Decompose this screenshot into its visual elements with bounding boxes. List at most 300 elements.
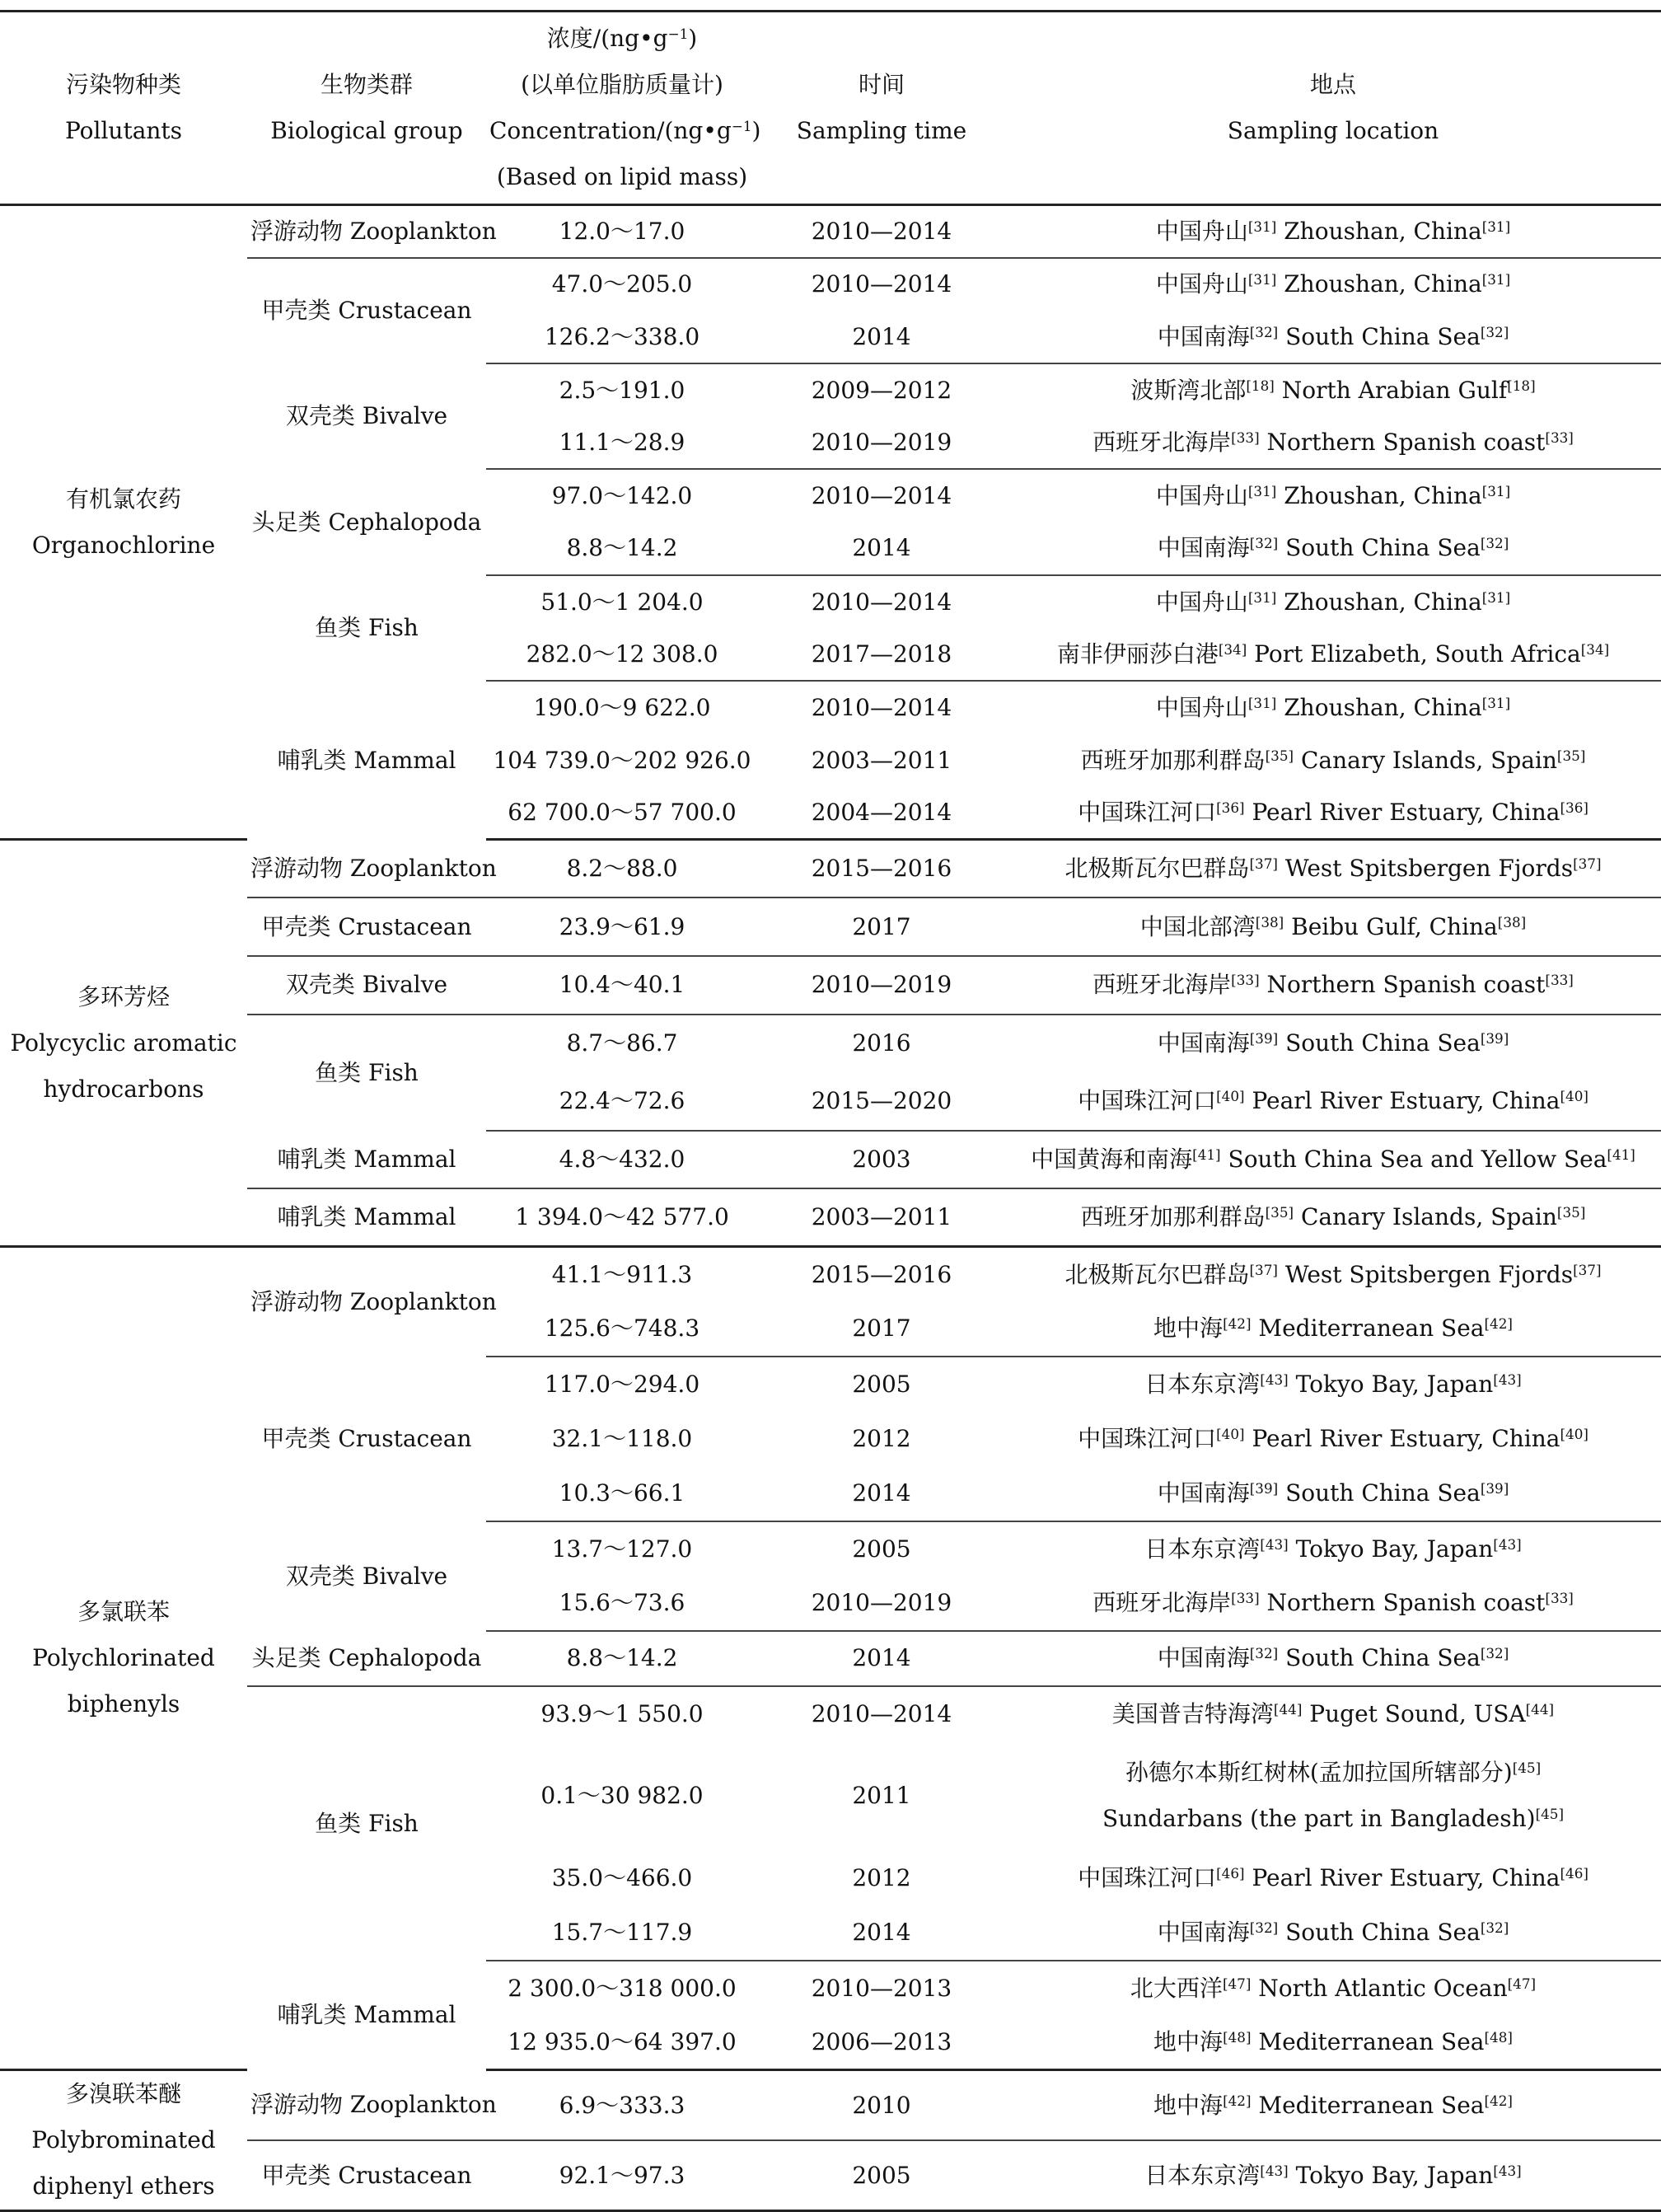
ref-mark: [43] — [1260, 2162, 1289, 2179]
ref-mark: [44] — [1525, 1700, 1555, 1718]
time-cell: 2009—2012 — [811, 376, 952, 404]
time-cell: 2003 — [758, 1131, 1005, 1189]
ref-mark: [39] — [1249, 1030, 1279, 1047]
location-en: Tokyo Bay, Japan — [1288, 1535, 1494, 1563]
location-cell — [1005, 628, 1661, 681]
pollutant-cell — [0, 2070, 247, 2211]
time-cell: 2010 — [758, 2070, 1005, 2141]
location-cell — [1005, 733, 1661, 786]
time-cell: 2005 — [852, 1535, 911, 1563]
location-en: South China Sea — [1278, 322, 1481, 350]
location-en: South China Sea — [1278, 1479, 1481, 1507]
header-conc-line1: 浓度$/(ng•g^{-1})$ — [546, 25, 698, 52]
location-cn: 中国南海 — [1157, 534, 1250, 562]
location-cn: 中国珠江河口 — [1078, 799, 1217, 826]
ref-mark: [42] — [1223, 1315, 1252, 1333]
table-row — [0, 363, 1661, 416]
ref-mark: [34] — [1218, 640, 1247, 658]
ref-mark: [18] — [1507, 377, 1536, 394]
ref-mark: [42] — [1484, 2092, 1513, 2109]
header-conc-line3: Concentration/$(ng•g^{-1})$ — [489, 117, 761, 144]
concentration-cell: 93.9～1 550.0 — [540, 1699, 704, 1727]
ref-mark: [33] — [1545, 1590, 1574, 1607]
table-row — [0, 469, 1661, 522]
pollutant-name-en: Organochlorine — [31, 531, 216, 559]
location-en: Mediterranean Sea — [1251, 2091, 1485, 2119]
table-row — [0, 1188, 1661, 1247]
location-en: South China Sea — [1278, 1644, 1481, 1672]
concentration-cell: 104 739.0～202 926.0 — [493, 746, 751, 774]
group-cell: 甲壳类 Crustacean — [247, 2140, 486, 2211]
location-cn: 北极斯瓦尔巴群岛 — [1064, 1261, 1250, 1289]
pollutant-name-en: Polychlorinated — [32, 1644, 215, 1672]
location-en: Canary Islands, Spain — [1294, 746, 1557, 774]
concentration-cell: 10.3～66.1 — [486, 1466, 758, 1521]
concentration-cell: 1 394.0～42 577.0 — [486, 1188, 758, 1247]
concentration-cell: 6.9～333.3 — [486, 2070, 758, 2141]
group-cell: 双壳类 Bivalve — [247, 956, 486, 1015]
pollutant-name-cn: 多环芳烃 — [77, 982, 170, 1010]
location-cn: 孙德尔本斯红树林(孟加拉国所辖部分) — [1125, 1758, 1513, 1786]
ref-mark: [31] — [1481, 218, 1511, 235]
time-cell: 2006—2013 — [758, 2015, 1005, 2070]
ref-mark: [32] — [1249, 1645, 1279, 1662]
location-cn: 西班牙北海岸 — [1093, 428, 1232, 456]
location-cn: 西班牙加那利群岛 — [1080, 746, 1266, 774]
location-en: South China Sea — [1278, 534, 1481, 562]
location-cell — [1005, 1686, 1661, 1741]
group-cell: 鱼类 Fish — [315, 1058, 419, 1086]
group-cell: 双壳类 Bivalve — [285, 1562, 448, 1590]
concentration-cell: 125.6～748.3 — [486, 1302, 758, 1357]
table-row — [0, 1015, 1661, 1073]
header-time — [758, 12, 1005, 205]
pollutant-cell — [0, 1247, 247, 2070]
concentration-cell: 32.1～118.0 — [551, 1425, 693, 1453]
concentration-cell: 190.0～9 622.0 — [533, 693, 711, 721]
time-cell: 2005 — [758, 2140, 1005, 2211]
location-cell — [1005, 1072, 1661, 1131]
ref-mark: [37] — [1249, 1261, 1278, 1278]
concentration-cell: 47.0～205.0 — [551, 270, 693, 298]
location-en: South China Sea and Yellow Sea — [1220, 1146, 1607, 1174]
location-cell — [1005, 1015, 1661, 1073]
location-cn: 地中海 — [1153, 2091, 1224, 2119]
location-cell — [1005, 1188, 1661, 1247]
ref-mark: [42] — [1223, 2092, 1252, 2109]
location-cn: 地中海 — [1153, 2027, 1224, 2055]
location-cn: 日本东京湾 — [1144, 1535, 1261, 1563]
group-cell: 浮游动物 Zooplankton — [247, 840, 486, 898]
ref-mark: [33] — [1545, 972, 1574, 989]
location-cn: 日本东京湾 — [1144, 1370, 1261, 1398]
ref-mark: [47] — [1507, 1975, 1537, 1992]
ref-mark: [32] — [1480, 1919, 1509, 1936]
location-cn: 中国南海 — [1157, 1479, 1250, 1507]
location-cell — [1005, 1631, 1661, 1686]
concentration-cell: 35.0～466.0 — [551, 1863, 693, 1891]
ref-mark: [38] — [1497, 913, 1527, 930]
location-en: Port Elizabeth, South Africa — [1247, 640, 1581, 668]
location-en: North Atlantic Ocean — [1251, 1974, 1508, 2002]
group-cell: 鱼类 Fish — [315, 614, 419, 642]
group-cell: 浮游动物 Zooplankton — [250, 1288, 497, 1316]
ref-mark: [33] — [1231, 429, 1260, 446]
ref-mark: [43] — [1260, 1535, 1289, 1553]
ref-mark: [31] — [1247, 588, 1277, 606]
table-row — [0, 258, 1661, 311]
location-cell — [1005, 840, 1661, 898]
ref-mark: [46] — [1560, 1864, 1588, 1882]
location-cn: 中国南海 — [1157, 1029, 1250, 1057]
ref-mark: [31] — [1247, 218, 1277, 235]
concentration-cell: 51.0～1 204.0 — [540, 588, 704, 616]
ref-mark: [43] — [1493, 1371, 1522, 1388]
table-row — [0, 1686, 1661, 1741]
location-en: West Spitsbergen Fjords — [1277, 1261, 1574, 1289]
pollutant-name-en: hydrocarbons — [43, 1075, 204, 1103]
location-en: Puget Sound, USA — [1302, 1699, 1526, 1727]
header-time-cn: 时间 — [858, 71, 905, 98]
concentration-cell: 22.4～72.6 — [486, 1072, 758, 1131]
pollutant-concentration-table — [0, 10, 1661, 2212]
location-cn: 西班牙北海岸 — [1093, 971, 1232, 999]
ref-mark: [39] — [1249, 1479, 1279, 1497]
location-en: South China Sea — [1278, 1029, 1481, 1057]
table-row — [0, 840, 1661, 898]
ref-mark: [18] — [1246, 377, 1275, 394]
location-cell — [1005, 1247, 1661, 1302]
concentration-cell: 41.1～911.3 — [551, 1261, 693, 1289]
concentration-cell: 126.2～338.0 — [486, 311, 758, 363]
ref-mark: [43] — [1493, 2162, 1522, 2179]
concentration-cell: 23.9～61.9 — [486, 897, 758, 956]
ref-mark: [32] — [1249, 1919, 1279, 1936]
location-cell — [1005, 523, 1661, 575]
ref-mark: [44] — [1273, 1700, 1303, 1718]
header-concentration — [486, 12, 761, 205]
time-cell: 2003—2011 — [811, 746, 952, 774]
group-cell: 鱼类 Fish — [315, 1809, 419, 1837]
time-cell: 2014 — [758, 523, 1005, 575]
ref-mark: [41] — [1607, 1146, 1635, 1163]
group-cell: 哺乳类 Mammal — [247, 1188, 486, 1247]
table-row — [0, 1631, 1661, 1686]
table-row — [0, 897, 1661, 956]
ref-mark: [37] — [1573, 1261, 1602, 1278]
concentration-cell: 12 935.0～64 397.0 — [486, 2015, 758, 2070]
group-cell: 浮游动物 Zooplankton — [247, 205, 486, 258]
pollutant-name-cn: 有机氯农药 — [65, 485, 181, 513]
location-cn: 西班牙北海岸 — [1093, 1589, 1232, 1617]
location-en: Pearl River Estuary, China — [1244, 1087, 1560, 1115]
pollutant-name-en: biphenyls — [67, 1690, 180, 1718]
header-time-en: Sampling time — [796, 117, 967, 144]
group-cell: 甲壳类 Crustacean — [261, 297, 472, 325]
location-cn: 地中海 — [1153, 1315, 1224, 1343]
time-cell: 2015—2016 — [758, 840, 1005, 898]
location-en: West Spitsbergen Fjords — [1277, 855, 1574, 883]
header-location — [1005, 12, 1661, 205]
ref-mark: [46] — [1216, 1864, 1245, 1882]
location-cell — [1005, 311, 1661, 363]
pollutant-cell — [0, 840, 247, 1247]
concentration-cell: 62 700.0～57 700.0 — [486, 787, 758, 840]
location-cn: 中国珠江河口 — [1078, 1863, 1217, 1891]
location-cell — [1005, 1905, 1661, 1961]
location-en: Northern Spanish coast — [1259, 1589, 1546, 1617]
pollutant-name-en: diphenyl ethers — [32, 2172, 215, 2200]
concentration-cell: 282.0～12 308.0 — [486, 628, 758, 681]
group-cell: 头足类 Cephalopoda — [251, 508, 482, 536]
location-en: Tokyo Bay, Japan — [1288, 2161, 1494, 2189]
table-row — [0, 1131, 1661, 1189]
time-cell: 2010—2013 — [811, 1974, 952, 2002]
ref-mark: [40] — [1560, 1087, 1588, 1104]
pollutant-name-cn: 多溴联苯醚 — [65, 2080, 181, 2108]
ref-mark: [31] — [1481, 694, 1511, 711]
location-cn: 中国舟山 — [1155, 588, 1248, 616]
header-group-cn: 生物类群 — [320, 71, 413, 98]
location-cell — [1005, 469, 1661, 522]
time-cell: 2017 — [758, 1302, 1005, 1357]
location-en: Northern Spanish coast — [1259, 971, 1546, 999]
location-cell — [1005, 681, 1661, 733]
ref-mark: [31] — [1481, 482, 1511, 499]
ref-mark: [47] — [1222, 1975, 1252, 1992]
location-en: Zhoushan, China — [1276, 270, 1482, 298]
location-cell — [1005, 363, 1661, 416]
ref-mark: [38] — [1255, 913, 1284, 930]
location-en: Canary Islands, Spain — [1294, 1203, 1557, 1231]
location-en: Mediterranean Sea — [1251, 1315, 1485, 1343]
group-cell: 甲壳类 Crustacean — [261, 1425, 472, 1453]
ref-mark: [32] — [1480, 1645, 1509, 1662]
concentration-cell: 0.1～30 982.0 — [540, 1781, 704, 1809]
location-cell — [1005, 1850, 1661, 1905]
location-cn: 中国北部湾 — [1139, 912, 1256, 940]
location-cell — [1005, 2140, 1661, 2211]
group-cell: 哺乳类 Mammal — [277, 746, 456, 774]
location-cn: 美国普吉特海湾 — [1111, 1699, 1274, 1727]
ref-mark: [31] — [1247, 482, 1277, 499]
location-cn: 西班牙加那利群岛 — [1080, 1203, 1266, 1231]
concentration-cell: 8.7～86.7 — [566, 1029, 678, 1057]
time-cell: 2014 — [758, 1466, 1005, 1521]
ref-mark: [48] — [1223, 2028, 1252, 2046]
location-cell — [1005, 1357, 1661, 1412]
location-cell — [1005, 1521, 1661, 1577]
ref-mark: [42] — [1484, 1315, 1513, 1333]
location-cell — [1005, 1131, 1661, 1189]
concentration-cell: 117.0～294.0 — [544, 1370, 700, 1398]
location-cn: 中国黄海和南海 — [1031, 1146, 1193, 1174]
ref-mark: [41] — [1192, 1146, 1221, 1163]
location-cn: 中国舟山 — [1155, 270, 1248, 298]
ref-mark: [33] — [1231, 1590, 1260, 1607]
concentration-cell: 2.5～191.0 — [559, 376, 685, 404]
ref-mark: [45] — [1535, 1805, 1565, 1822]
group-cell: 甲壳类 Crustacean — [247, 897, 486, 956]
location-cn: 中国珠江河口 — [1078, 1087, 1217, 1115]
location-cn: 中国南海 — [1157, 1918, 1250, 1946]
time-cell: 2010—2019 — [758, 1576, 1005, 1631]
header-pollutants — [0, 12, 247, 205]
header-conc-line4: (Based on lipid mass) — [496, 163, 748, 190]
header-loc-cn: 地点 — [1309, 71, 1356, 98]
concentration-cell: 97.0～142.0 — [551, 482, 693, 510]
pollutant-cell — [0, 205, 247, 840]
ref-mark: [32] — [1249, 323, 1279, 340]
table-row — [0, 575, 1661, 628]
pollutant-name-cn: 多氯联苯 — [77, 1598, 170, 1626]
time-cell: 2014 — [758, 1905, 1005, 1961]
location-cn: 中国舟山 — [1155, 693, 1248, 721]
concentration-cell: 8.2～88.0 — [486, 840, 758, 898]
location-cell — [1005, 205, 1661, 258]
ref-mark: [40] — [1216, 1425, 1245, 1442]
time-cell: 2005 — [852, 1370, 911, 1398]
location-line — [1008, 1796, 1658, 1842]
time-cell: 2010—2014 — [811, 588, 952, 616]
concentration-cell: 8.8～14.2 — [486, 1631, 758, 1686]
location-en: South China Sea — [1278, 1918, 1481, 1946]
location-cell — [1005, 416, 1661, 469]
table-row — [0, 1521, 1661, 1577]
ref-mark: [31] — [1481, 271, 1511, 288]
header-group — [247, 12, 486, 205]
table-row — [0, 2140, 1661, 2211]
time-cell: 2010—2014 — [811, 693, 952, 721]
location-cn: 北大西洋 — [1130, 1974, 1223, 2002]
location-en: Zhoushan, China — [1276, 588, 1482, 616]
location-en: Beibu Gulf, China — [1284, 912, 1498, 940]
group-cell: 哺乳类 Mammal — [277, 2001, 456, 2029]
time-cell: 2014 — [758, 311, 1005, 363]
location-cell — [1005, 2070, 1661, 2141]
ref-mark: [40] — [1560, 1425, 1588, 1442]
ref-mark: [31] — [1247, 694, 1277, 711]
header-pollutants-cn: 污染物种类 — [65, 71, 181, 98]
group-cell: 哺乳类 Mammal — [247, 1131, 486, 1189]
location-en: Zhoushan, China — [1276, 217, 1482, 245]
header-pollutants-en: Pollutants — [64, 117, 183, 144]
concentration-cell: 4.8～432.0 — [486, 1131, 758, 1189]
ref-mark: [45] — [1512, 1759, 1542, 1776]
location-cell — [1005, 956, 1661, 1015]
table-row — [0, 1247, 1661, 1302]
location-en: Pearl River Estuary, China — [1244, 799, 1560, 826]
table-row — [0, 205, 1661, 258]
ref-mark: [37] — [1249, 855, 1278, 873]
time-cell: 2017 — [758, 897, 1005, 956]
ref-mark: [43] — [1260, 1371, 1289, 1388]
header-loc-en: Sampling location — [1227, 117, 1439, 144]
ref-mark: [35] — [1556, 747, 1586, 764]
time-cell: 2015—2020 — [758, 1072, 1005, 1131]
ref-mark: [32] — [1480, 535, 1509, 552]
location-en: North Arabian Gulf — [1274, 376, 1508, 404]
ref-mark: [32] — [1480, 323, 1509, 340]
time-cell: 2012 — [852, 1863, 911, 1891]
location-en: Northern Spanish coast — [1259, 428, 1546, 456]
location-en: Pearl River Estuary, China — [1244, 1863, 1560, 1891]
location-en: Pearl River Estuary, China — [1244, 1425, 1560, 1453]
location-cn: 中国舟山 — [1155, 217, 1248, 245]
ref-mark: [32] — [1249, 535, 1279, 552]
table-body — [0, 205, 1661, 2211]
location-cell — [1005, 787, 1661, 840]
location-cn: 南非伊丽莎白港 — [1056, 640, 1219, 668]
location-cell — [1005, 897, 1661, 956]
ref-mark: [37] — [1573, 855, 1602, 873]
pollutant-name-en: Polybrominated — [31, 2126, 216, 2154]
ref-mark: [39] — [1480, 1030, 1509, 1047]
ref-mark: [31] — [1481, 588, 1511, 606]
header-row — [0, 12, 1661, 205]
concentration-cell: 8.8～14.2 — [486, 523, 758, 575]
ref-mark: [35] — [1265, 1204, 1294, 1221]
time-cell: 2014 — [758, 1631, 1005, 1686]
time-cell: 2010—2014 — [811, 270, 952, 298]
time-cell: 2004—2014 — [758, 787, 1005, 840]
location-en: Tokyo Bay, Japan — [1288, 1370, 1494, 1398]
ref-mark: [43] — [1493, 1535, 1522, 1553]
location-en: Zhoushan, China — [1276, 482, 1482, 510]
time-cell: 2010—2014 — [758, 205, 1005, 258]
location-cell — [1005, 1576, 1661, 1631]
concentration-cell: 15.6～73.6 — [486, 1576, 758, 1631]
location-en: Sundarbans (the part in Bangladesh) — [1102, 1804, 1536, 1832]
time-cell: 2012 — [852, 1425, 911, 1453]
time-cell: 2016 — [852, 1029, 911, 1057]
ref-mark: [35] — [1265, 747, 1294, 764]
location-cn: 中国珠江河口 — [1078, 1425, 1217, 1453]
time-cell: 2003—2011 — [758, 1188, 1005, 1247]
pollutant-name-en: Polycyclic aromatic — [10, 1029, 237, 1057]
ref-mark: [33] — [1545, 429, 1574, 446]
time-cell: 2011 — [852, 1781, 911, 1809]
concentration-cell: 13.7～127.0 — [551, 1535, 693, 1563]
header-conc-line2: (以单位脂肪质量计) — [521, 71, 723, 98]
location-en: Zhoushan, China — [1276, 693, 1482, 721]
location-en: Mediterranean Sea — [1251, 2027, 1485, 2055]
ref-mark: [40] — [1216, 1087, 1245, 1104]
location-cell — [1005, 575, 1661, 628]
group-cell: 浮游动物 Zooplankton — [247, 2070, 486, 2141]
header-group-en: Biological group — [270, 117, 463, 144]
ref-mark: [39] — [1480, 1479, 1509, 1497]
ref-mark: [34] — [1580, 640, 1610, 658]
location-cell — [1005, 258, 1661, 311]
location-cn: 中国南海 — [1157, 322, 1250, 350]
time-cell: 2010—2014 — [811, 1699, 952, 1727]
table-row — [0, 956, 1661, 1015]
location-cn: 中国南海 — [1157, 1644, 1250, 1672]
time-cell: 2010—2019 — [758, 416, 1005, 469]
ref-mark: [33] — [1231, 972, 1260, 989]
time-cell: 2010—2019 — [758, 956, 1005, 1015]
table-row — [0, 2070, 1661, 2141]
table-row — [0, 1357, 1661, 1412]
concentration-cell: 11.1～28.9 — [486, 416, 758, 469]
location-cell — [1005, 1466, 1661, 1521]
location-cn: 波斯湾北部 — [1130, 376, 1247, 404]
concentration-cell: 12.0～17.0 — [486, 205, 758, 258]
concentration-cell: 10.4～40.1 — [486, 956, 758, 1015]
location-cell — [1005, 1302, 1661, 1357]
time-cell: 2017—2018 — [758, 628, 1005, 681]
